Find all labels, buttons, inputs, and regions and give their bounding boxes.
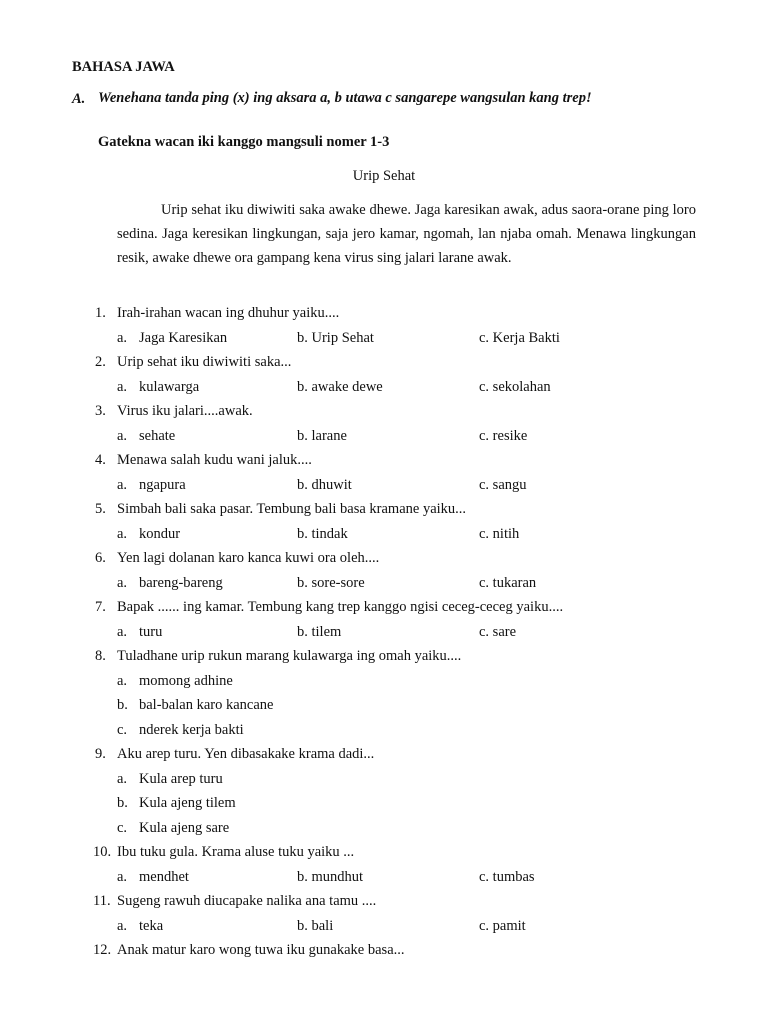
option-a-text[interactable]: Jaga Karesikan	[139, 329, 228, 346]
option-letter[interactable]: c.	[117, 721, 128, 738]
question-text: Sugeng rawuh diucapake nalika ana tamu ....	[117, 893, 377, 909]
question-text: Simbah bali saka pasar. Tembung bali basa kramane yaiku...	[117, 501, 467, 517]
option-a-text[interactable]: teka	[139, 917, 164, 934]
option-a-letter[interactable]: a.	[117, 329, 128, 346]
option-c[interactable]: c. pamit	[479, 917, 526, 934]
question-text: Irah-irahan wacan ing dhuhur yaiku....	[117, 305, 340, 321]
question-text: Tuladhane urip rukun marang kulawarga ing omah yaiku....	[117, 648, 462, 664]
question-text: Urip sehat iku diwiwiti saka...	[117, 354, 292, 370]
option-c[interactable]: c. sare	[479, 623, 517, 640]
option-c[interactable]: c. resike	[479, 427, 528, 444]
question-text: Anak matur karo wong tuwa iku gunakake basa...	[117, 942, 405, 958]
reading-title: Urip Sehat	[352, 168, 416, 184]
option-a-text[interactable]: mendhet	[139, 868, 189, 885]
option-a-letter[interactable]: a.	[117, 427, 128, 444]
option-b[interactable]: b. mundhut	[297, 868, 364, 885]
option-letter[interactable]: a.	[117, 672, 128, 689]
option-c[interactable]: c. nitih	[479, 525, 520, 542]
question-number: 3.	[95, 403, 106, 419]
option-b[interactable]: b. dhuwit	[297, 476, 352, 493]
option-a-letter[interactable]: a.	[117, 917, 128, 934]
option-a-text[interactable]: kulawarga	[139, 378, 200, 395]
question-number: 8.	[95, 648, 106, 664]
question-number: 4.	[95, 452, 106, 468]
option-a-text[interactable]: ngapura	[139, 476, 186, 493]
option-letter[interactable]: c.	[117, 819, 128, 836]
option-c[interactable]: c. sangu	[479, 476, 527, 493]
option-b[interactable]: b. tilem	[297, 623, 342, 640]
option-text[interactable]: nderek kerja bakti	[139, 721, 244, 738]
option-a-letter[interactable]: a.	[117, 868, 128, 885]
option-letter[interactable]: a.	[117, 770, 128, 787]
option-a-letter[interactable]: a.	[117, 623, 128, 640]
question-number: 12.	[93, 942, 112, 958]
option-letter[interactable]: b.	[117, 795, 128, 811]
option-text[interactable]: Kula ajeng sare	[139, 819, 230, 836]
option-letter[interactable]: b.	[117, 697, 128, 713]
option-text[interactable]: momong adhine	[139, 672, 233, 689]
option-b[interactable]: b. sore-sore	[297, 574, 365, 591]
option-a-text[interactable]: bareng-bareng	[139, 574, 223, 591]
section-letter: A.	[72, 91, 86, 107]
question-text: Yen lagi dolanan karo kanca kuwi ora oleh....	[117, 550, 380, 566]
question-number: 10.	[93, 844, 112, 860]
question-number: 7.	[95, 599, 106, 615]
option-b[interactable]: b. Urip Sehat	[297, 329, 374, 346]
question-text: Menawa salah kudu wani jaluk....	[117, 452, 312, 468]
option-a-text[interactable]: sehate	[139, 427, 176, 444]
question-number: 1.	[95, 305, 106, 321]
option-text[interactable]: Kula arep turu	[139, 770, 223, 787]
option-a-letter[interactable]: a.	[117, 378, 128, 395]
option-c[interactable]: c. Kerja Bakti	[479, 329, 560, 346]
option-a-letter[interactable]: a.	[117, 525, 128, 542]
reading-instruction: Gatekna wacan iki kanggo mangsuli nomer 1-3	[98, 134, 390, 150]
question-text: Virus iku jalari....awak.	[117, 403, 253, 419]
question-number: 2.	[95, 354, 106, 370]
option-b[interactable]: b. awake dewe	[297, 378, 383, 395]
option-text[interactable]: Kula ajeng tilem	[139, 795, 236, 811]
question-text: Bapak ...... ing kamar. Tembung kang trep kanggo ngisi ceceg-ceceg yaiku....	[117, 599, 564, 615]
reading-paragraph: Urip sehat iku diwiwiti saka awake dhewe. Jaga karesikan awak, adus saora-orane ping loro sedina. Jaga keresikan lingkungan, saja jero kamar, ngomah, lan njaba omah. Menawa lingkungan resik, awake dhewe ora gampang kena virus sing jalari larane awak.	[117, 202, 696, 267]
option-b[interactable]: b. bali	[297, 917, 334, 934]
option-b[interactable]: b. tindak	[297, 525, 348, 542]
question-text: Ibu tuku gula. Krama aluse tuku yaiku ...	[117, 844, 355, 860]
option-b[interactable]: b. larane	[297, 427, 347, 444]
option-a-letter[interactable]: a.	[117, 476, 128, 493]
option-c[interactable]: c. sekolahan	[479, 378, 551, 395]
option-c[interactable]: c. tukaran	[479, 574, 537, 591]
page-title: BAHASA JAWA	[72, 59, 175, 75]
option-a-text[interactable]: turu	[139, 623, 163, 640]
option-a-letter[interactable]: a.	[117, 574, 128, 591]
section-instruction: Wenehana tanda ping (x) ing aksara a, b utawa c sangarepe wangsulan kang trep!	[98, 90, 592, 106]
option-text[interactable]: bal-balan karo kancane	[139, 697, 274, 713]
question-number: 6.	[95, 550, 106, 566]
question-text: Aku arep turu. Yen dibasakake krama dadi...	[117, 746, 375, 762]
option-c[interactable]: c. tumbas	[479, 868, 535, 885]
question-number: 5.	[95, 501, 106, 517]
option-a-text[interactable]: kondur	[139, 525, 181, 542]
question-number: 11.	[93, 893, 111, 909]
question-number: 9.	[95, 746, 106, 762]
